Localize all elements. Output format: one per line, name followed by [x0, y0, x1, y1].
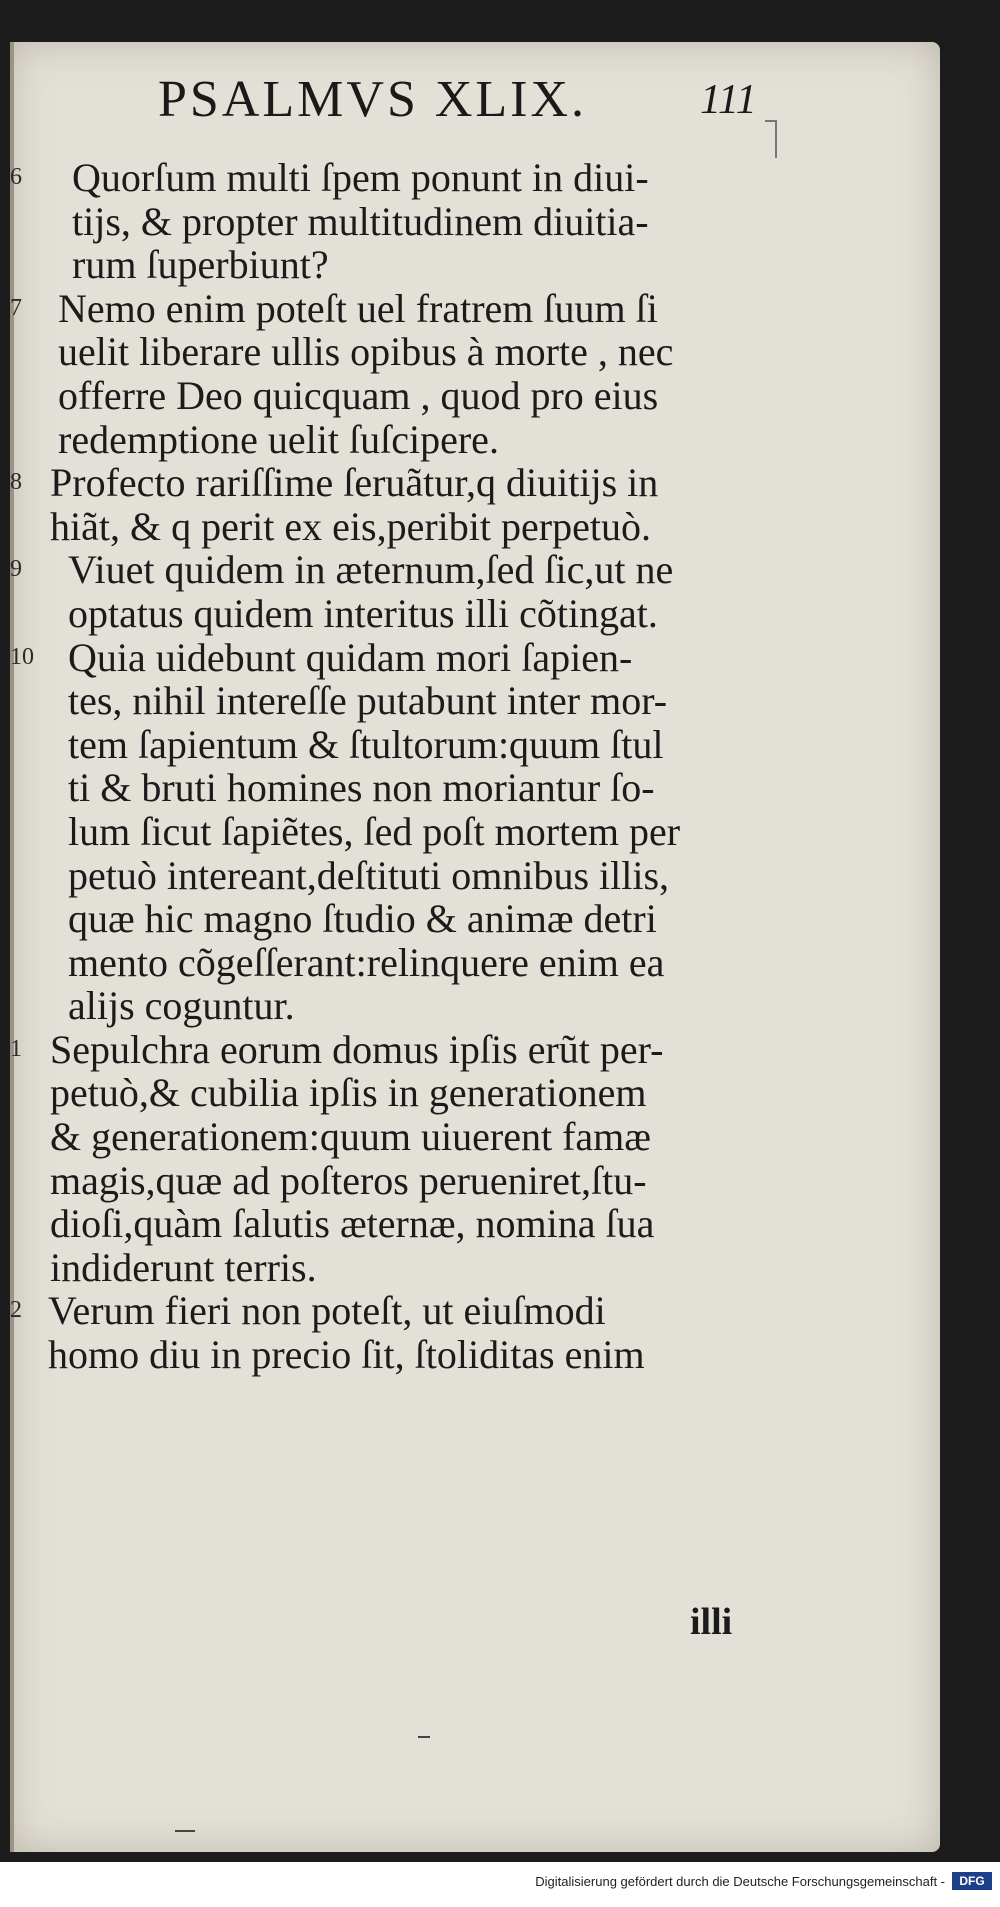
- text-line: [0, 243, 940, 287]
- text-line: [0, 287, 940, 331]
- line-text: tes, nihil intereſſe putabunt inter mor-: [68, 678, 668, 724]
- text-line: [0, 374, 940, 418]
- line-text: Sepulchra eorum domus ipſis erũt per-: [50, 1026, 664, 1072]
- line-text: hiãt, & q perit ex eis,peribit perpetuò.: [50, 503, 651, 549]
- line-text: uelit liberare ullis opibus à morte , nec: [58, 329, 674, 375]
- text-line: [0, 810, 940, 854]
- line-text: petuò intereant,deſtituti omnibus illis,: [68, 852, 670, 898]
- text-line: [0, 461, 940, 505]
- text-line: [0, 941, 940, 985]
- text-line: [0, 1202, 940, 1246]
- line-text: Quorſum multi ſpem ponunt in diui-: [72, 155, 649, 200]
- text-line: [0, 200, 940, 244]
- text-line: [0, 418, 940, 462]
- line-text: optatus quidem interitus illi cõtingat.: [68, 590, 658, 636]
- text-line: [0, 1246, 940, 1290]
- page-number: 111: [700, 77, 757, 123]
- line-text: rum ſuperbiunt?: [72, 242, 329, 288]
- text-line: [0, 1333, 940, 1377]
- line-text: indiderunt terris.: [50, 1244, 317, 1290]
- running-head: PSALMVS XLIX.: [158, 71, 588, 128]
- text-line: [0, 1115, 940, 1159]
- text-line: [0, 1028, 940, 1072]
- stray-mark: [175, 1830, 195, 1832]
- digitization-footer: [0, 1862, 1000, 1907]
- text-line: [0, 548, 940, 592]
- line-text: mento cõgeſſerant:relinquere enim ea: [68, 939, 665, 985]
- line-text: dioſi,quàm ſalutis æternæ, nomina ſua: [50, 1201, 655, 1247]
- verse-number: 6: [10, 164, 22, 190]
- line-text: homo diu in precio ſit, ſtoliditas enim: [48, 1332, 645, 1378]
- dfg-logo: DFG: [952, 1872, 992, 1890]
- text-line: [0, 1071, 940, 1115]
- line-text: Verum fieri non poteſt, ut eiuſmodi: [48, 1288, 606, 1334]
- line-text: quæ hic magno ſtudio & animæ detri: [68, 896, 657, 942]
- verse-number: 1: [10, 1035, 22, 1062]
- line-text: Viuet quidem in æternum,ſed ſic,ut ne: [68, 547, 674, 593]
- line-text: tem ſapientum & ſtultorum:quum ſtul: [68, 721, 664, 767]
- verse-number: 10: [10, 643, 34, 670]
- line-text: petuò,& cubilia ipſis in generationem: [50, 1070, 647, 1116]
- line-text: ti & bruti homines non moriantur ſo-: [68, 765, 655, 811]
- text-line: [0, 723, 940, 767]
- text-line: [0, 592, 940, 636]
- catchword: illi: [690, 1601, 733, 1643]
- stray-mark: [418, 1736, 430, 1738]
- margin-bracket: [765, 120, 777, 158]
- verse-number: 7: [10, 294, 22, 321]
- text-body: [0, 156, 940, 1377]
- line-text: offerre Deo quicquam , quod pro eius: [58, 372, 659, 418]
- text-line: [0, 330, 940, 374]
- text-line: [0, 897, 940, 941]
- text-line: [0, 1289, 940, 1333]
- verse-number: 2: [10, 1297, 22, 1324]
- text-line: [0, 679, 940, 723]
- text-line: [0, 854, 940, 898]
- line-text: magis,quæ ad poſteros perueniret,ſtu-: [50, 1157, 647, 1203]
- line-text: Quia uidebunt quidam mori ſapien-: [68, 634, 633, 680]
- text-line: [0, 505, 940, 549]
- line-text: Profecto rariſſime ſeruãtur,q diuitijs in: [50, 460, 659, 506]
- verse-number: 8: [10, 469, 22, 496]
- line-text: & generationem:quum uiuerent famæ: [50, 1114, 651, 1160]
- line-text: alijs coguntur.: [68, 983, 295, 1029]
- text-line: [0, 1159, 940, 1203]
- page-header: [150, 70, 900, 130]
- line-text: redemptione uelit ſuſcipere.: [58, 416, 499, 462]
- verse-number: 9: [10, 556, 22, 583]
- text-line: [0, 156, 940, 200]
- footer-credit: Digitalisierung gefördert durch die Deutsche Forschungsgemeinschaft -: [535, 1874, 945, 1889]
- text-line: [0, 984, 940, 1028]
- text-line: [0, 636, 940, 680]
- line-text: tijs, & propter multitudinem diuitia-: [72, 198, 649, 244]
- line-text: lum ſicut ſapiẽtes, ſed poſt mortem per: [68, 808, 681, 854]
- line-text: Nemo enim poteſt uel fratrem ſuum ſi: [58, 285, 658, 331]
- text-line: [0, 766, 940, 810]
